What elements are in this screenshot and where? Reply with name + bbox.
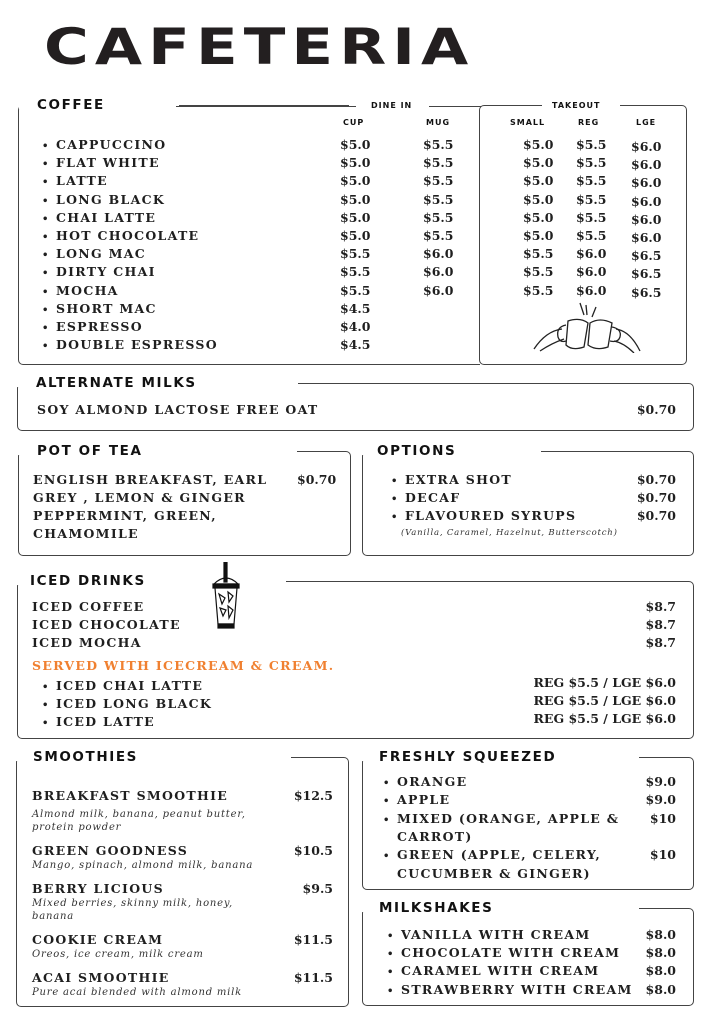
juice-item: • ORANGE [383, 774, 467, 792]
coffee-item: • DOUBLE ESPRESSO [42, 337, 218, 355]
coffee-cup-price: $5.5 [340, 246, 371, 262]
dine-in-label: DINE IN [367, 101, 416, 110]
coffee-cup-price: $4.5 [340, 300, 371, 316]
milkshake-item: • VANILLA WITH CREAM [387, 927, 590, 945]
coffee-item: • DIRTY CHAI [42, 264, 156, 282]
option-extra-shot: • EXTRA SHOT [391, 472, 512, 490]
coffee-small-price: $5.5 [523, 264, 554, 280]
alternate-milks-section [17, 375, 694, 431]
milkshake-price: $8.0 [645, 981, 676, 997]
coffee-mug-price: $5.5 [423, 191, 454, 207]
coffee-item: • LONG BLACK [42, 192, 165, 210]
tea-line-2: GREY , LEMON & GINGER [33, 490, 246, 505]
pot-of-tea-section [18, 443, 351, 556]
coffee-cup-price: $4.0 [340, 319, 371, 334]
smoothie-price: $9.5 [302, 881, 333, 896]
coffee-cup-price: $5.5 [340, 264, 371, 280]
tea-price: $0.70 [297, 472, 337, 487]
coffee-reg-price: $5.5 [576, 173, 607, 189]
milkshakes-section [362, 900, 694, 1006]
iced-latte-price: REG $5.5 / LGE $6.0 [533, 711, 676, 726]
options-section [362, 443, 694, 556]
coffee-reg-price: $5.5 [576, 191, 607, 207]
smoothie-desc: Pure acai blended with almond milk [32, 987, 243, 998]
milkshakes-heading: MILKSHAKES [375, 899, 497, 917]
coffee-mug-price: $6.0 [423, 246, 454, 262]
col-small: SMALL [506, 118, 549, 127]
coffee-mug-price: $5.5 [423, 209, 454, 225]
coffee-reg-price: $5.5 [576, 209, 607, 225]
milkshake-item: • CHOCOLATE WITH CREAM [387, 945, 620, 963]
coffee-reg-price: $6.0 [576, 246, 607, 262]
milkshake-price: $8.0 [645, 927, 676, 942]
col-lge: LGE [632, 118, 660, 127]
milkshake-price: $8.0 [645, 963, 676, 979]
coffee-lge-price: $6.0 [631, 230, 662, 245]
iced-chai-latte-price: REG $5.5 / LGE $6.0 [533, 675, 676, 690]
option-flavoured-syrups: • FLAVOURED SYRUPS [391, 508, 576, 526]
smoothie-item: BERRY LICIOUS [32, 881, 164, 896]
freshly-squeezed-section [362, 749, 694, 890]
coffee-cup-price: $5.0 [340, 155, 371, 171]
iced-drinks-heading: ICED DRINKS [26, 572, 150, 590]
iced-mocha-price: $8.7 [645, 635, 676, 650]
juice-item: • MIXED (ORANGE, APPLE & [383, 811, 619, 829]
coffee-reg-price: $6.0 [576, 264, 607, 280]
iced-note: SERVED WITH ICECREAM & CREAM. [32, 658, 335, 673]
coffee-heading: COFFEE [33, 96, 109, 114]
coffee-cup-price: $5.0 [340, 137, 371, 152]
coffee-reg-price: $5.5 [576, 228, 607, 243]
coffee-cup-price: $5.0 [340, 228, 371, 243]
smoothie-desc: protein powder [32, 822, 122, 833]
coffee-small-price: $5.0 [523, 155, 554, 171]
smoothie-desc: banana [32, 911, 74, 922]
coffee-lge-price: $6.0 [631, 139, 662, 154]
smoothie-desc: Oreos, ice cream, milk cream [32, 949, 204, 960]
coffee-mug-price: $5.5 [423, 173, 454, 189]
tea-line-1: ENGLISH BREAKFAST, EARL [33, 472, 268, 487]
milkshake-item: • CARAMEL WITH CREAM [387, 963, 599, 981]
tea-line-4: CHAMOMILE [33, 526, 139, 541]
coffee-cup-price: $5.0 [340, 191, 371, 207]
alternate-milks-price: $0.70 [636, 402, 676, 417]
coffee-cup-price: $5.0 [340, 209, 371, 225]
juice-item: • APPLE [383, 792, 450, 810]
coffee-lge-price: $6.0 [631, 193, 662, 209]
coffee-small-price: $5.5 [523, 282, 554, 298]
freshly-squeezed-heading: FRESHLY SQUEEZED [375, 748, 560, 766]
syrups-note: (Vanilla, Caramel, Hazelnut, Butterscotch) [401, 528, 618, 538]
col-reg: REG [574, 118, 603, 127]
coffee-small-price: $5.0 [523, 137, 554, 152]
coffee-lge-price: $6.0 [631, 175, 662, 191]
coffee-item: • ESPRESSO [42, 319, 143, 337]
col-mug: MUG [422, 118, 454, 127]
coffee-mug-price: $5.5 [423, 155, 454, 171]
alternate-milks-heading: ALTERNATE MILKS [32, 374, 201, 392]
col-cup: CUP [339, 118, 368, 127]
coffee-cup-price: $5.5 [340, 282, 371, 298]
smoothie-desc: Almond milk, banana, peanut butter, [32, 809, 246, 820]
iced-drink-cup-icon [211, 562, 241, 634]
iced-coffee-price: $8.7 [645, 599, 676, 614]
coffee-reg-price: $5.5 [576, 155, 607, 171]
smoothie-price: $10.5 [293, 843, 333, 858]
option-decaf-price: $0.70 [636, 490, 676, 505]
smoothie-item: COOKIE CREAM [32, 932, 164, 947]
juice-item: CUCUMBER & GINGER) [397, 865, 591, 881]
takeout-label: TAKEOUT [548, 101, 604, 110]
juice-price: $10 [649, 810, 676, 826]
coffee-small-price: $5.0 [523, 191, 554, 207]
coffee-mug-price: $5.5 [423, 228, 454, 243]
iced-coffee: ICED COFFEE [32, 599, 145, 614]
option-decaf: • DECAF [391, 490, 460, 508]
coffee-reg-price: $6.0 [576, 282, 607, 298]
coffee-item: • HOT CHOCOLATE [42, 228, 199, 246]
iced-long-black-price: REG $5.5 / LGE $6.0 [533, 693, 676, 708]
menu-title: CAFETERIA [44, 18, 475, 76]
milkshake-item: • STRAWBERRY WITH CREAM [387, 982, 633, 1000]
iced-latte: • ICED LATTE [42, 714, 155, 732]
juice-item: • GREEN (APPLE, CELERY, [383, 847, 601, 865]
coffee-cup-price: $5.0 [340, 173, 371, 189]
coffee-lge-price: $6.0 [631, 211, 662, 227]
coffee-lge-price: $6.5 [631, 284, 662, 300]
juice-price: $9.0 [645, 774, 676, 789]
coffee-small-price: $5.5 [523, 246, 554, 262]
juice-price: $10 [649, 847, 676, 863]
coffee-lge-price: $6.0 [631, 157, 662, 173]
coffee-small-price: $5.0 [523, 228, 554, 243]
juice-item: CARROT) [397, 828, 473, 844]
smoothie-price: $11.5 [293, 970, 333, 985]
coffee-item: • CAPPUCCINO [42, 137, 166, 155]
coffee-item: • MOCHA [42, 283, 119, 301]
iced-drinks-section [17, 573, 694, 739]
coffee-reg-price: $5.5 [576, 137, 607, 152]
coffee-small-price: $5.0 [523, 209, 554, 225]
tea-line-3: PEPPERMINT, GREEN, [33, 508, 217, 523]
alternate-milks-list: SOY ALMOND LACTOSE FREE OAT [37, 402, 319, 417]
coffee-lge-price: $6.5 [631, 266, 662, 282]
option-syrups-price: $0.70 [636, 508, 676, 523]
coffee-item: • FLAT WHITE [42, 155, 160, 173]
iced-chocolate-price: $8.7 [645, 617, 676, 632]
iced-mocha: ICED MOCHA [32, 635, 142, 650]
smoothie-item: GREEN GOODNESS [32, 843, 189, 858]
smoothie-price: $12.5 [293, 788, 333, 803]
iced-chocolate: ICED CHOCOLATE [32, 617, 181, 632]
smoothies-heading: SMOOTHIES [29, 748, 142, 766]
coffee-cup-price: $4.5 [340, 337, 371, 353]
options-heading: OPTIONS [373, 442, 460, 460]
coffee-lge-price: $6.5 [631, 248, 662, 264]
coffee-mug-price: $6.0 [423, 264, 454, 280]
coffee-item: • SHORT MAC [42, 301, 157, 319]
milkshake-price: $8.0 [645, 945, 676, 961]
cheers-mugs-icon [532, 301, 642, 353]
iced-chai-latte: • ICED CHAI LATTE [42, 678, 203, 696]
coffee-item: • LATTE [42, 173, 108, 191]
coffee-item: • LONG MAC [42, 246, 146, 264]
coffee-mug-price: $6.0 [423, 282, 454, 298]
smoothie-desc: Mango, spinach, almond milk, banana [32, 860, 254, 871]
smoothie-price: $11.5 [293, 932, 333, 947]
coffee-item: • CHAI LATTE [42, 210, 156, 228]
smoothies-section [16, 749, 349, 1007]
coffee-mug-price: $5.5 [423, 137, 454, 152]
smoothie-item: ACAI SMOOTHIE [32, 970, 170, 985]
iced-long-black: • ICED LONG BLACK [42, 696, 212, 714]
coffee-small-price: $5.0 [523, 173, 554, 189]
pot-of-tea-heading: POT OF TEA [33, 442, 147, 460]
juice-price: $9.0 [645, 792, 676, 808]
option-extra-shot-price: $0.70 [636, 472, 676, 487]
smoothie-item: BREAKFAST SMOOTHIE [32, 788, 229, 803]
smoothie-desc: Mixed berries, skinny milk, honey, [32, 898, 233, 909]
